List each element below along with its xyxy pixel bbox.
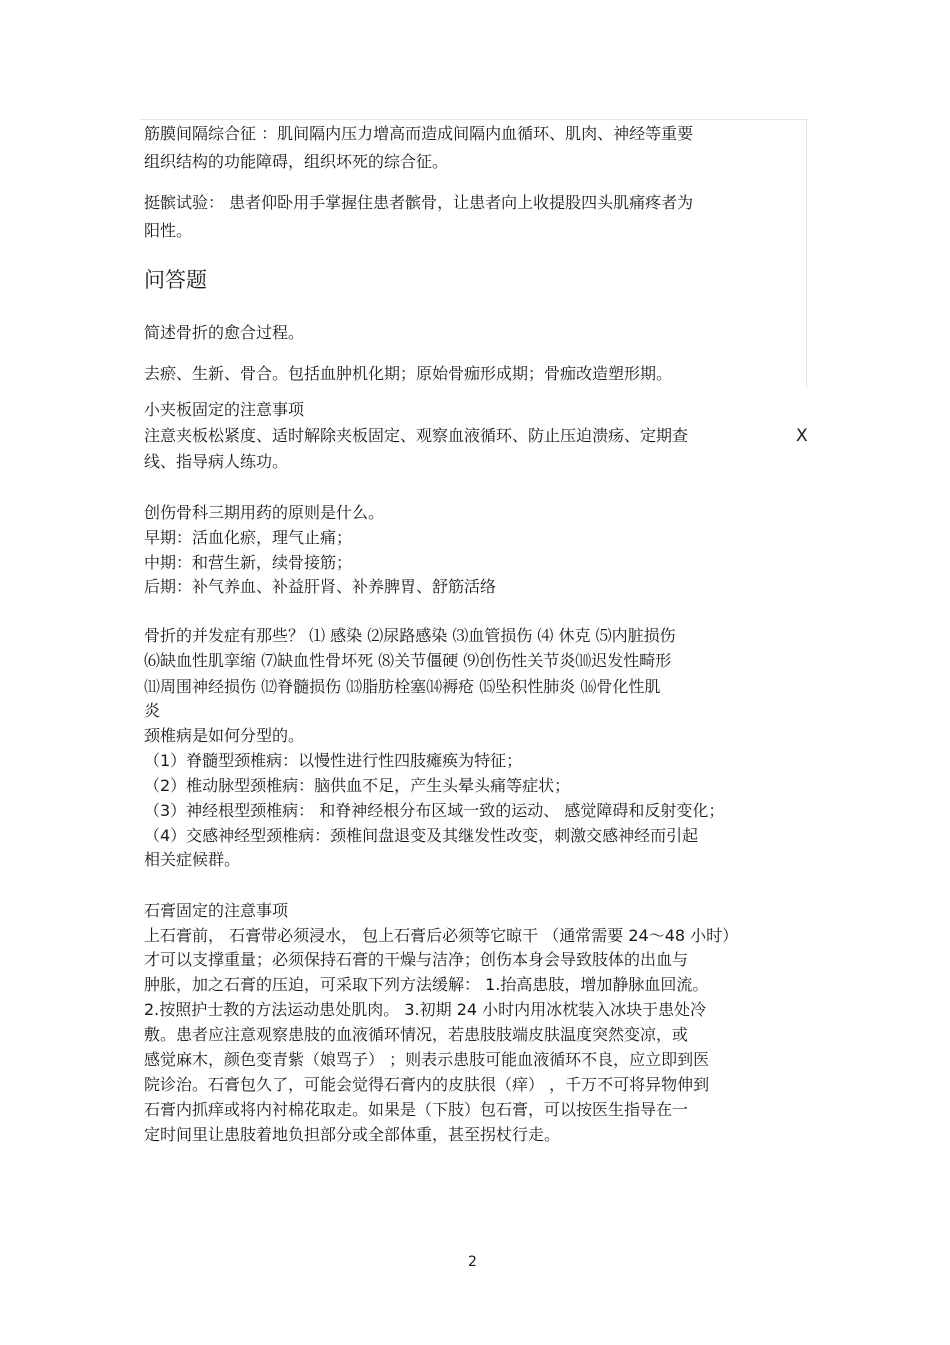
text-line: ⑾周围神经损伤 ⑿脊髓损伤 ⒀脂肪栓塞⒁褥疮 ⒂坠积性肺炎 ⒃骨化性肌	[144, 677, 661, 696]
text-line: ⑹缺血性肌挛缩 ⑺缺血性骨坏死 ⑻关节僵硬 ⑼创伤性关节炎⑽迟发性畸形	[144, 651, 672, 670]
text-line: 创伤骨科三期用药的原则是什么。	[144, 503, 385, 522]
text-line: 早期：活血化瘀，理气止痛；	[144, 528, 353, 547]
text-line: 注意夹板松紧度、适时解除夹板固定、观察血液循环、防止压迫溃疡、定期查	[144, 426, 689, 445]
page-number: 2	[468, 1254, 477, 1270]
text-line: （1）脊髓型颈椎病：以慢性进行性四肢瘫痪为特征；	[144, 751, 523, 770]
text-line: 小夹板固定的注意事项	[144, 400, 305, 419]
section-heading: 问答题	[144, 268, 207, 292]
text-line: 组织结构的功能障碍，组织坏死的综合征。	[144, 152, 449, 171]
text-line: 阳性。	[144, 221, 193, 240]
text-line: 院诊治。石膏包久了，可能会觉得石膏内的皮肤很（痒） ，千万不可将异物伸到	[144, 1075, 710, 1094]
text-line: 上石膏前， 石膏带必须浸水， 包上石膏后必须等它晾干 （通常需要 24～48 小时）	[144, 926, 739, 945]
text-line: 敷。患者应注意观察患肢的血液循环情况，若患肢肢端皮肤温度突然变凉，或	[144, 1025, 689, 1044]
text-line: （4）交感神经型颈椎病：颈椎间盘退变及其继发性改变，刺激交感神经而引起	[144, 826, 699, 845]
text-line: （3）神经根型颈椎病： 和脊神经根分布区域一致的运动、 感觉障碍和反射变化；	[144, 801, 725, 820]
text-line: 石膏内抓痒或将内衬棉花取走。如果是（下肢）包石膏，可以按医生指导在一	[144, 1100, 689, 1119]
text-line: 筋膜间隔综合征 ：肌间隔内压力增高而造成间隔内血循环、肌肉、神经等重要	[144, 124, 694, 143]
text-line: 后期：补气养血、补益肝肾、补养脾胃、舒筋活络	[144, 577, 497, 596]
text-line: 去瘀、生新、骨合。包括血肿机化期；原始骨痂形成期；骨痂改造塑形期。	[144, 364, 673, 383]
text-line: 中期：和营生新，续骨接筋；	[144, 553, 353, 572]
text-line: 肿胀，加之石膏的压迫，可采取下列方法缓解： 1.抬高患肢，增加静脉血回流。	[144, 975, 709, 994]
text-line: 挺髌试验： 患者仰卧用手掌握住患者髌骨，让患者向上收提股四头肌痛疼者为	[144, 193, 694, 212]
side-mark: X	[796, 426, 808, 446]
text-line: （2）椎动脉型颈椎病：脑供血不足，产生头晕头痛等症状；	[144, 776, 571, 795]
text-line: 定时间里让患肢着地负担部分或全部体重，甚至拐杖行走。	[144, 1125, 561, 1144]
text-line: 石膏固定的注意事项	[144, 901, 289, 920]
text-line: 骨折的并发症有那些？ ⑴ 感染 ⑵尿路感染 ⑶血管损伤 ⑷ 休克 ⑸内脏损伤	[144, 626, 676, 645]
text-line: 2.按照护士教的方法运动患处肌肉。 3.初期 24 小时内用冰枕装入冰块于患处冷	[144, 1000, 707, 1019]
text-line: 简述骨折的愈合过程。	[144, 323, 305, 342]
text-line: 才可以支撑重量；必须保持石膏的干燥与洁净；创伤本身会导致肢体的出血与	[144, 950, 689, 969]
text-line: 颈椎病是如何分型的。	[144, 726, 305, 745]
text-line: 相关症候群。	[144, 850, 241, 869]
text-line: 炎	[144, 701, 161, 720]
text-line: 感觉麻木，颜色变青紫（娘骂子） ；则表示患肢可能血液循环不良，应立即到医	[144, 1050, 710, 1069]
text-line: 线、指导病人练功。	[144, 452, 289, 471]
